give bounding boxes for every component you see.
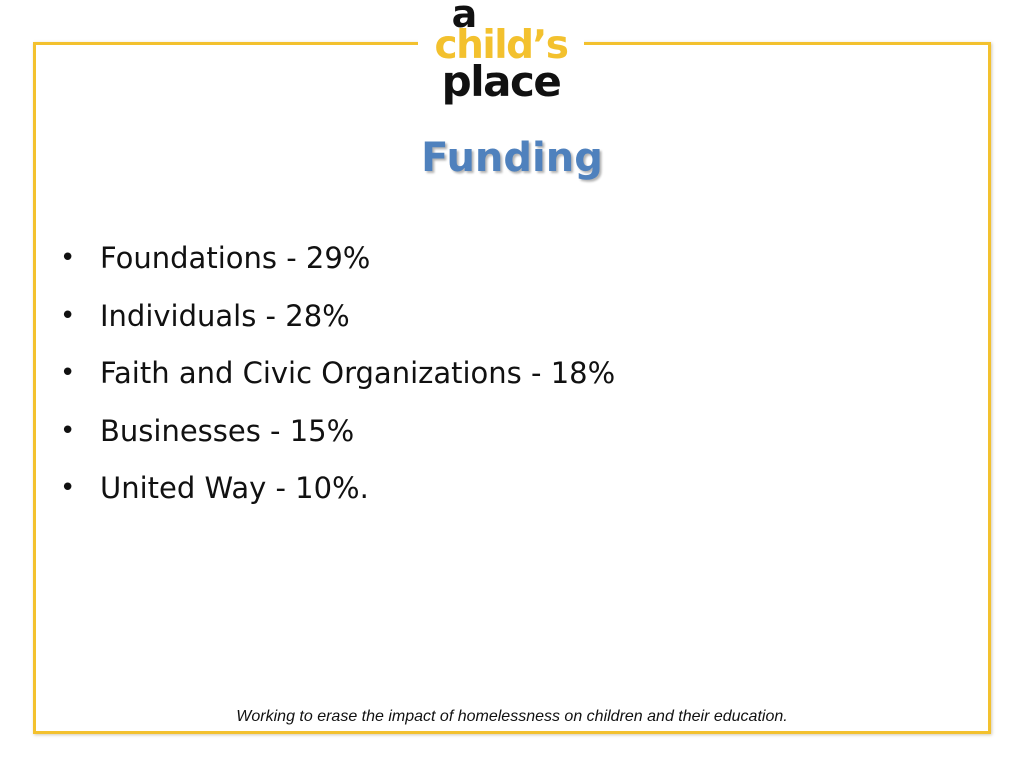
logo-line-place: place: [441, 57, 561, 106]
bullet-dot-icon: •: [60, 415, 76, 446]
funding-bullet-list: [60, 230, 615, 518]
bullet-item: [60, 460, 615, 518]
bullet-item: [60, 230, 615, 288]
bullet-dot-icon: •: [60, 300, 76, 331]
bullet-text: Foundations - 29%: [100, 241, 371, 275]
organization-logo: [418, 0, 584, 104]
slide-title: Funding: [421, 135, 603, 181]
bullet-dot-icon: •: [60, 473, 76, 503]
slide-footer-tagline: Working to erase the impact of homelessness on children and their education.: [236, 708, 788, 725]
bullet-dot-icon: •: [60, 358, 76, 388]
bullet-text: Faith and Civic Organizations - 18%: [100, 356, 616, 390]
bullet-item: [60, 403, 615, 461]
bullet-text: Individuals - 28%: [100, 298, 350, 333]
bullet-item: [60, 288, 615, 346]
logo-line-a: a: [451, 0, 477, 36]
bullet-dot-icon: •: [60, 243, 76, 273]
bullet-item: [60, 345, 615, 403]
bullet-text: United Way - 10%.: [100, 471, 369, 505]
logo-line-childs: child’s: [434, 23, 568, 68]
bullet-text: Businesses - 15%: [100, 413, 355, 448]
